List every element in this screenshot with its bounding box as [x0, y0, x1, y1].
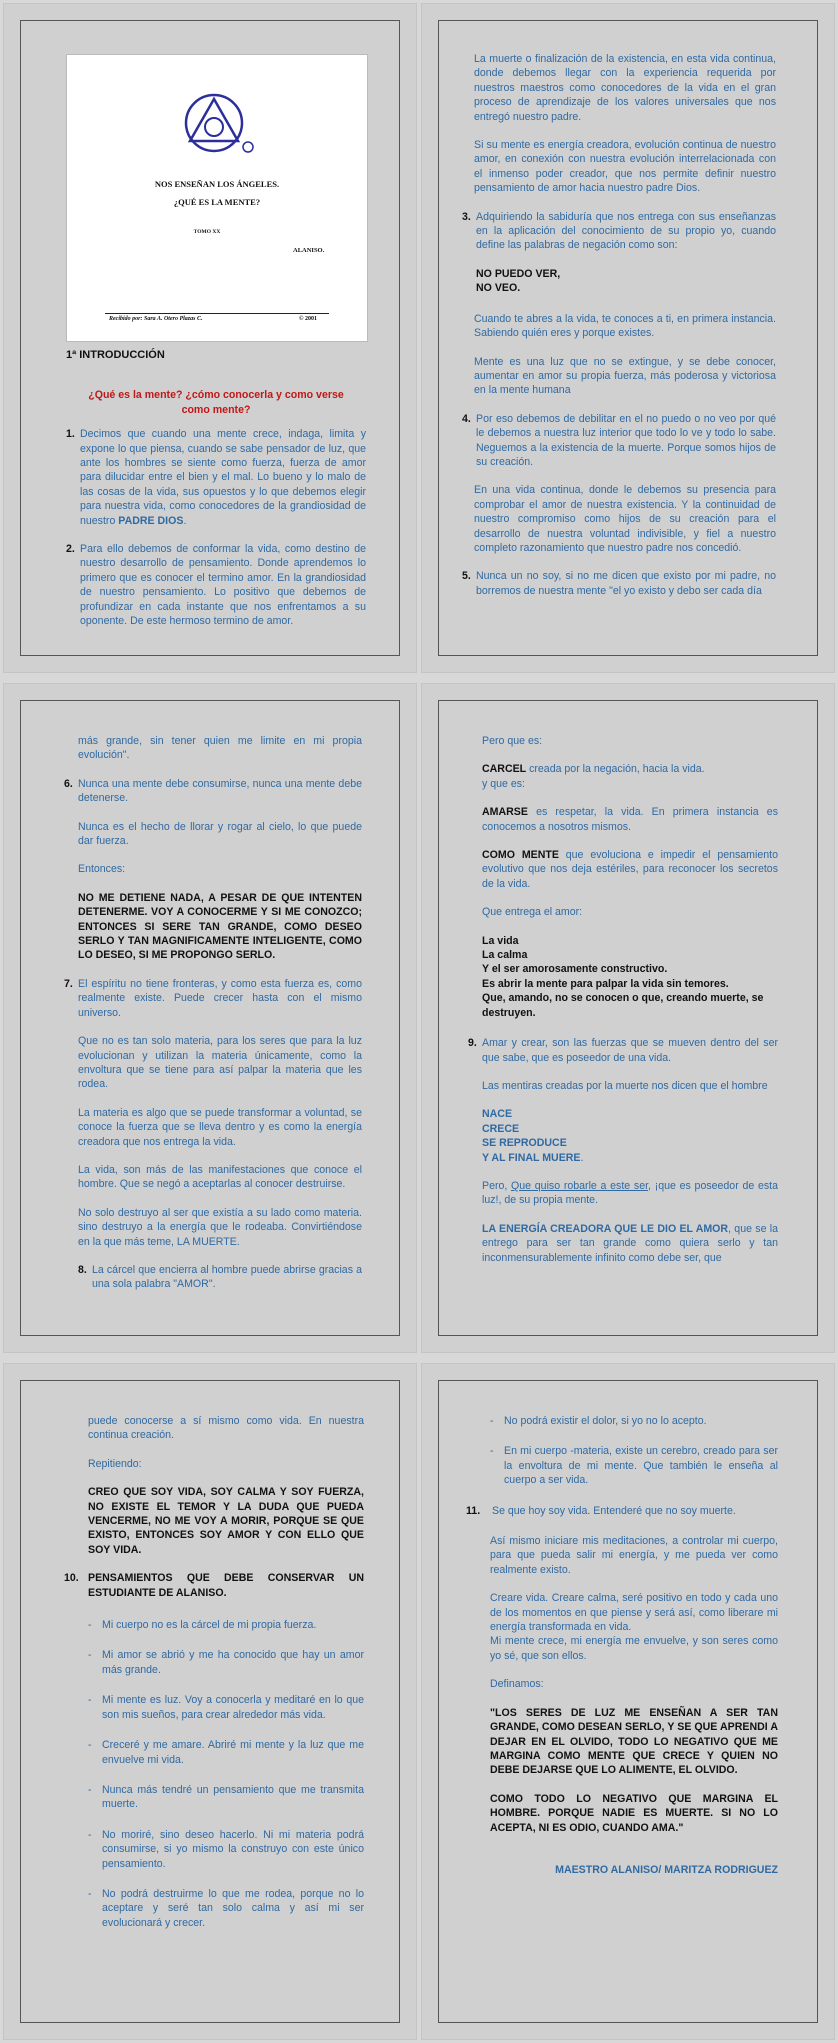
affirmation: "LOS SERES DE LUZ ME ENSEÑAN A SER TAN GRANDE, COMO DESEAN SERLO, Y SE QUE APRENDI A DEJAR EN EL OLVIDO, TODO LO NEGATIVO QUE ME MARGINA COMO MENTE QUE CRECE Y QUIEN NO DEBE DEJARSE QUE LO ALIMENTE, EL OLVIDO.: [490, 1706, 778, 1777]
list-line: SE REPRODUCE: [482, 1137, 567, 1150]
negation-word: NO VEO.: [476, 282, 521, 295]
list-line: CRECE: [482, 1122, 520, 1135]
list-line: La calma: [482, 949, 528, 962]
dash-bullet: -: [88, 1783, 92, 1796]
item-number: 11.: [466, 1504, 481, 1517]
definition: CARCEL creada por la negación, hacia la vida.: [482, 763, 705, 776]
list-item: [88, 1887, 364, 1930]
paragraph: Mente es una luz que no se extingue, y se debe conocer, aumentar en amor su propia fuerza, más poderosa y victoriosa en la mente humana: [474, 355, 776, 397]
item-text: Decimos que cuando una mente crece, indaga, limita y expone lo que piensa, cuando se sabe pensador de luz, que ante los hombres se siente como fuerza, fuerza de amor para dilucidar entre el bien y el mal. Lo bueno y lo malo de las cosas de la vida, sus opuestos y lo que debemos elegir para nuestra vida, como conocedores de la grandiosidad de nuestro: [80, 428, 366, 527]
list-item: [88, 1648, 364, 1677]
item-text: Para ello debemos de conformar la vida, como destino de nuestro desarrollo de pensamiento. Donde aprendemos lo primero que es conocer el termino amor. En la grandiosidad de nuestro pensamiento. Lo positivo que debemos de profundizar en cada instante que nos enfrentamos a su oponente. De este hermoso termino de amor.: [80, 543, 366, 628]
list-item: [490, 1414, 778, 1428]
section-heading: 1ª INTRODUCCIÓN: [66, 349, 165, 361]
list-line: Es abrir la mente para palpar la vida sin temores.: [482, 977, 729, 990]
dash-bullet: -: [88, 1739, 92, 1752]
paragraph: Nunca es el hecho de llorar y rogar al cielo, lo que puede dar fuerza.: [78, 820, 362, 848]
list-line: NACE: [482, 1108, 513, 1121]
item-text: Creceré y me amare. Abriré mi mente y la luz que me envuelve mi vida.: [102, 1739, 364, 1766]
logo-icon: [172, 89, 262, 159]
item-number: 9.: [468, 1037, 477, 1050]
list-item: [462, 412, 776, 470]
page-5: [4, 1364, 416, 2039]
paragraph: No solo destruyo al ser que existía a su lado como materia. sino destruyo a la energía que le rodeaba. Convirtiéndose en la que más teme, LA MUERTE.: [78, 1206, 362, 1248]
question-heading: ¿Qué es la mente? ¿cómo conocerla y como verse como mente?: [88, 389, 344, 416]
page-4: [422, 684, 834, 1352]
page-3-text: [64, 734, 362, 1306]
paragraph: En una vida continua, donde le debemos su presencia para comprobar el amor de nuestra existencia. Y la continuidad de nuestro compromiso como hijos de su creación para el desarrollo de nuestra voluntad indivisible, y fiel a nuestro completo razonamiento que nuestro padre nos concedió.: [474, 484, 776, 554]
signature: MAESTRO ALANISO/ MARITZA RODRIGUEZ: [555, 1863, 778, 1876]
paragraph: Repitiendo:: [88, 1457, 142, 1470]
list-item: [64, 977, 362, 1020]
list-item: [490, 1444, 778, 1487]
item-number: 3.: [462, 210, 471, 223]
page-1: [4, 4, 416, 672]
list-line: Que, amando, no se conocen o que, creando muerte, se destruyen.: [482, 992, 764, 1019]
item-text: Por eso debemos de debilitar en el no puedo o no veo por qué le debemos a nuestra luz interior que todo lo ve y todo lo sabe. Neguemos a la existencia de la muerte. Porque somos hijos de su creación.: [476, 412, 776, 468]
dash-bullet: -: [88, 1649, 92, 1662]
paragraph: y que es:: [482, 777, 525, 790]
list-item: [88, 1738, 364, 1767]
paragraph: La muerte o finalización de la existencia, en esta vida continua, donde debemos llegar con la experiencia requerida por nuestros maestros como conocedores de la vida en el gran proceso de aprendizaje de los valores universales que nos entregó nuestro padre.: [474, 53, 776, 123]
item-text: Nunca un no soy, si no me dicen que existo por mi padre, no borremos de nuestra mente "el yo existo y debo ser cada día: [476, 570, 776, 597]
page-2: [422, 4, 834, 672]
paragraph: LA ENERGÍA CREADORA QUE LE DIO EL AMOR, que se la entrego para ser tan grande como quiera serlo y tan inconmensurablemente infinito como debe ser, que: [482, 1222, 778, 1264]
item-number: 10.: [64, 1572, 79, 1585]
list-line: Y AL FINAL MUERE.: [482, 1151, 584, 1164]
item-number: 7.: [64, 977, 73, 990]
dash-bullet: -: [88, 1828, 92, 1841]
list-item: [64, 777, 362, 806]
highlight-text: LA ENERGÍA CREADORA QUE LE DIO EL AMOR: [482, 1222, 729, 1235]
paragraph: Las mentiras creadas por la muerte nos dicen que el hombre: [482, 1079, 768, 1092]
paragraph: Pero que es:: [482, 735, 543, 747]
paragraph: La vida, son más de las manifestaciones que conoce el hombre. Que se negó a aceptarlas al conocer destruirse.: [78, 1163, 362, 1191]
paragraph: La materia es algo que se puede transformar a voluntad, se conoce la fuerza que se lleva dentro y es como la energía creadora que nos entrega la vida.: [78, 1106, 362, 1148]
item-text: Se que hoy soy vida. Entenderé que no soy muerte.: [492, 1504, 736, 1517]
paragraph: Que no es tan solo materia, para los seres que para la luz evolucionan y utilizan la materia únicamente, como la envoltura que se tiene para así palpar la materia que les rodea.: [78, 1035, 362, 1091]
item-number: 2.: [66, 543, 75, 556]
list-item: [88, 1693, 364, 1722]
dash-bullet: -: [88, 1619, 92, 1632]
paragraph: puede conocerse a sí mismo como vida. En nuestra continua creación.: [88, 1415, 364, 1442]
negation-word: NO PUEDO VER,: [476, 267, 561, 280]
list-line: Y el ser amorosamente constructivo.: [482, 963, 668, 976]
term: COMO MENTE: [482, 849, 559, 862]
underlined-text: Que quiso robarle a este ser: [511, 1179, 649, 1192]
dash-bullet: -: [490, 1445, 494, 1458]
cover-footer-left: Recibido por: Sara A. Otero Plazas C.: [109, 316, 203, 322]
item-text: La cárcel que encierra al hombre puede abrirse gracias a una sola palabra "AMOR".: [92, 1263, 362, 1291]
item-text: Mi cuerpo no es la cárcel de mi propia fuerza.: [102, 1619, 317, 1632]
page-1-text: [66, 348, 366, 643]
paragraph: Pero, Que quiso robarle a este ser, ¡que es poseedor de esta luz!, de su propia mente.: [482, 1179, 778, 1207]
dash-bullet: -: [88, 1887, 92, 1900]
item-text: En mi cuerpo -materia, existe un cerebro, creado para ser la envoltura de mi mente. Que también le enseña al cuerpo a ser vida.: [504, 1445, 778, 1487]
item-text: Nunca más tendré un pensamiento que me transmita muerte.: [102, 1783, 364, 1811]
list-item: [66, 542, 366, 628]
page-6-text: [466, 1414, 778, 1891]
term: CARCEL: [482, 763, 527, 776]
page-5-text: [64, 1414, 364, 1946]
definition: AMARSE es respetar, la vida. En primera instancia es conocemos a nosotros mismos.: [482, 806, 778, 833]
thought-list: [64, 1618, 364, 1930]
cover-footer-right: © 2001: [299, 316, 317, 322]
cover-title: NOS ENSEÑAN LOS ÁNGELES.: [154, 179, 280, 189]
list-item: [462, 569, 776, 598]
list-item: [466, 1504, 778, 1518]
page-2-text: [462, 52, 776, 612]
list-item: [468, 1036, 778, 1065]
thought-list: [466, 1414, 778, 1488]
paragraph: más grande, sin tener quien me limite en mi propia evolución".: [78, 735, 362, 762]
item-text: Amar y crear, son las fuerzas que se mueven dentro del ser que sabe, que es poseedor de una vida.: [482, 1037, 778, 1064]
item-text: Mi mente es luz. Voy a conocerla y meditaré en lo que son mis sueños, para crear alrededor más vida.: [102, 1694, 364, 1721]
item-text: Nunca una mente debe consumirse, nunca una mente debe detenerse.: [78, 777, 362, 805]
highlight-text: PADRE DIOS: [118, 514, 184, 527]
item-number: 5.: [462, 570, 471, 583]
paragraph: Definamos:: [490, 1678, 544, 1691]
item-text: El espíritu no tiene fronteras, y como esta fuerza es, como realmente existe. Puede crecer hasta con el mismo universo.: [78, 977, 362, 1019]
list-item: [88, 1618, 364, 1632]
item-number: 4.: [462, 412, 471, 425]
cover-image: [66, 54, 368, 342]
item-text: No podrá destruirme lo que me rodea, porque no lo aceptare y seré tan solo calma y así mi ser evolucionará y crecer.: [102, 1887, 364, 1929]
affirmation: CREO QUE SOY VIDA, SOY CALMA Y SOY FUERZA, NO EXISTE EL TEMOR Y LA DUDA QUE PUEDA VENCERME, NO ME VOY A MORIR, PORQUE SE QUE EXISTO, ENTONCES SOY AMOR Y CON ELLO QUE SOY VIDA.: [88, 1486, 364, 1556]
item-text: PENSAMIENTOS QUE DEBE CONSERVAR UN ESTUDIANTE DE ALANISO.: [88, 1572, 364, 1599]
list-item: [88, 1783, 364, 1812]
paragraph: Que entrega el amor:: [482, 906, 583, 919]
list-item: [64, 1571, 364, 1600]
item-number: 6.: [64, 777, 73, 790]
item-text: Adquiriendo la sabiduría que nos entrega con sus enseñanzas en la aplicación del conocimiento de su propio yo, cuando define las palabras de negación como son:: [476, 210, 776, 252]
paragraph: Si su mente es energía creadora, evolución continua de nuestro amor, en conexión con nuestra evolución interrelacionada con el inmenso poder creador, que nos permite definir nuestro pensamiento de amor hacia nuestro padre Dios.: [474, 139, 776, 195]
paragraph: Creare vida. Creare calma, seré positivo en todo y cada uno de los momentos en que piense y será así, como liberare mi energía transformada en vida.: [490, 1592, 778, 1634]
item-number: 1.: [66, 428, 75, 441]
list-line: La vida: [482, 934, 519, 947]
list-item: [88, 1828, 364, 1871]
cover-rule: [105, 313, 329, 314]
affirmation: NO ME DETIENE NADA, A PESAR DE QUE INTENTEN DETENERME. VOY A CONOCERME Y SI ME CONOZCO; ENTONCES SI SERE TAN GRANDE, COMO DESEO SERLO Y TAN MAGNIFICAMENTE INTELIGENTE, COMO LO DESEO, SI ME PROPONGO SERLO.: [78, 891, 362, 962]
page-6: [422, 1364, 834, 2039]
item-text: No podrá existir el dolor, si yo no lo acepto.: [504, 1415, 707, 1427]
list-item: [462, 210, 776, 253]
item-number: 8.: [78, 1263, 87, 1276]
affirmation: COMO TODO LO NEGATIVO QUE MARGINA EL HOMBRE. PORQUE NADIE ES MUERTE. SI NO LO ACEPTA, NI ES ODIO, CUANDO AMA.": [490, 1792, 778, 1834]
cover-author: ALANISO.: [293, 247, 325, 254]
page-3: [4, 684, 416, 1352]
definition: COMO MENTE que evoluciona e impedir el pensamiento evolutivo que nos deja estériles, para reconocer los secretos de la vida.: [482, 849, 778, 890]
paragraph: Mi mente crece, mi energía me envuelve, y son seres como yo sé, que son ellos.: [490, 1635, 778, 1662]
item-text: Mi amor se abrió y me ha conocido que hay un amor más grande.: [102, 1649, 364, 1676]
item-text: No moriré, sino deseo hacerlo. Ni mi materia podrá consumirse, si yo mismo la construyo con este único pensamiento.: [102, 1828, 364, 1870]
paragraph: Cuando te abres a la vida, te conoces a ti, en primera instancia. Sabiendo quién eres y porque existes.: [474, 312, 776, 340]
list-item: 1. Decimos que cuando una mente crece, indaga, limita y expone lo que piensa, cuando se sabe pensador de luz, que ante los hombres se siente como fuerza, fuerza de amor para dilucidar entre el bien y el mal. Lo bueno y lo malo de las cosas de la vida, sus opuestos y lo que debemos elegir para nuestra vida, como conocedores de la grandiosidad de nuestro PADRE DIOS.: [66, 428, 366, 527]
page-4-text: [468, 734, 778, 1279]
term: AMARSE: [482, 806, 528, 819]
dash-bullet: -: [88, 1694, 92, 1707]
dash-bullet: -: [490, 1415, 494, 1427]
cover-subtitle: ¿QUÉ ES LA MENTE?: [173, 197, 261, 207]
cover-tomo: TOMO XX: [193, 229, 221, 235]
list-item: [64, 1263, 362, 1292]
paragraph: Así mismo iniciare mis meditaciones, a controlar mi cuerpo, para que pueda salir mi energía, y me pueda ver como realmente existo.: [490, 1535, 778, 1576]
paragraph: Entonces:: [78, 863, 126, 876]
